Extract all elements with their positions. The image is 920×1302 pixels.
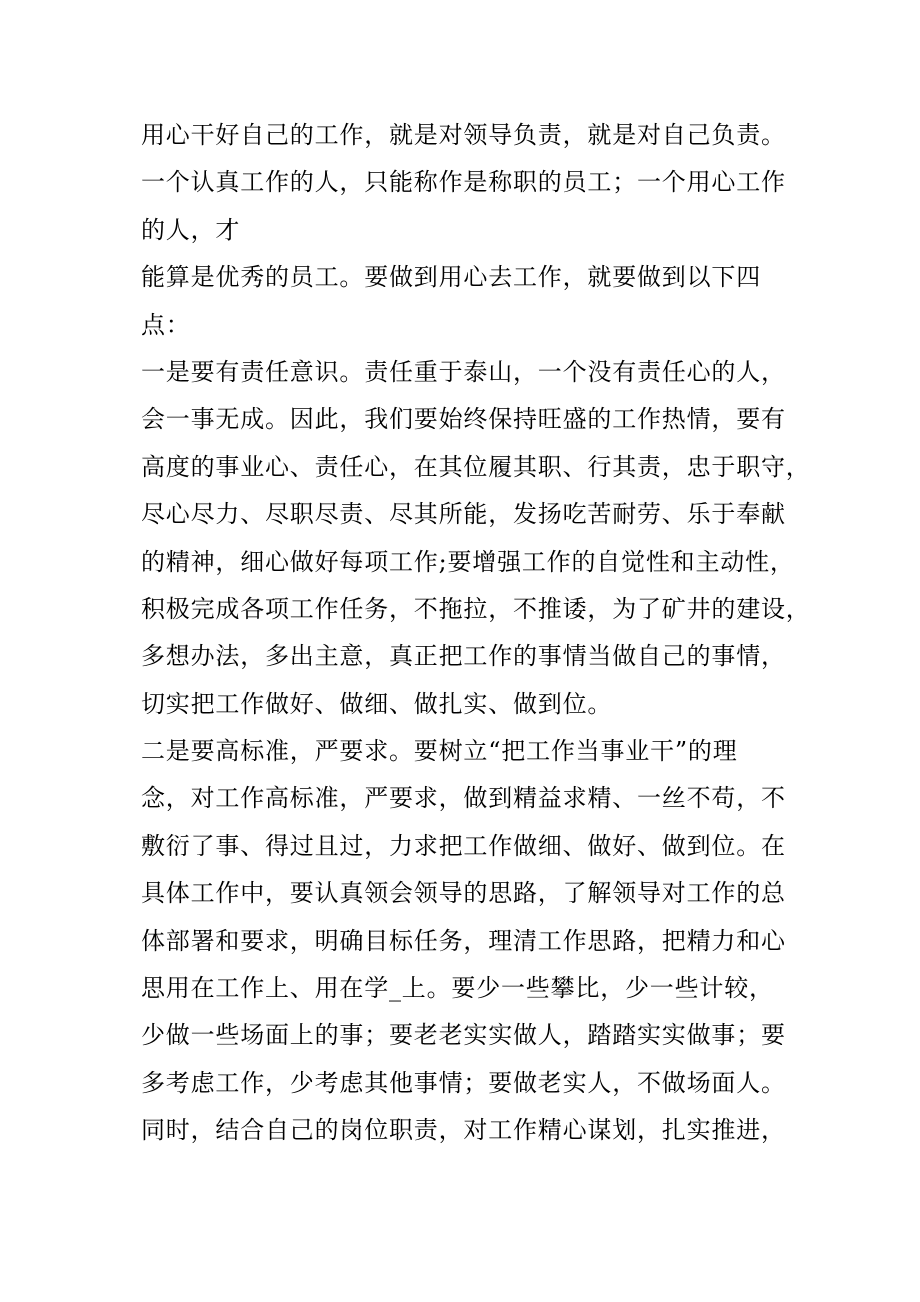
text-line: 点： — [141, 310, 191, 339]
text-line: 会一事无成。因此，我们要始终保持旺盛的工作热情，要有 — [141, 405, 786, 434]
text-line: 多想办法，多出主意，真正把工作的事情当做自己的事情， — [141, 642, 786, 671]
text-line: 能算是优秀的员工。要做到用心去工作，就要做到以下四 — [141, 263, 761, 292]
text-line: 同时，结合自己的岗位职责，对工作精心谋划，扎实推进， — [141, 1116, 786, 1145]
text-line: 用心干好自己的工作，就是对领导负责，就是对自己负责。 — [141, 121, 786, 149]
text-line: 少做一些场面上的事；要老老实实做人，踏踏实实做事；要 — [141, 1021, 786, 1050]
text-line: 体部署和要求，明确目标任务，理清工作思路，把精力和心 — [141, 926, 786, 955]
text-line: 的精神，细心做好每项工作;要增强工作的自觉性和主动性， — [141, 547, 795, 576]
text-line: 积极完成各项工作任务，不拖拉，不推诿，为了矿井的建设， — [141, 594, 811, 623]
text-line: 具体工作中，要认真领会领导的思路，了解领导对工作的总 — [141, 879, 786, 908]
text-line: 的人，才 — [141, 215, 241, 244]
text-line: 二是要高标准，严要求。要树立“把工作当事业干”的理 — [141, 737, 738, 766]
text-line: 一个认真工作的人，只能称作是称职的员工；一个用心工作 — [141, 168, 786, 197]
text-line: 敷衍了事、得过且过，力求把工作做细、做好、做到位。在 — [141, 831, 786, 860]
text-line: 思用在工作上、用在学_上。要少一些攀比，少一些计较， — [141, 974, 774, 1003]
body-text — [141, 112, 811, 1155]
text-line: 高度的事业心、责任心，在其位履其职、行其责，忠于职守， — [141, 452, 811, 481]
text-line: 多考虑工作，少考虑其他事情；要做老实人，不做场面人。 — [141, 1068, 786, 1097]
text-line: 念，对工作高标准，严要求，做到精益求精、一丝不苟，不 — [141, 784, 786, 813]
text-line: 一是要有责任意识。责任重于泰山，一个没有责任心的人， — [141, 357, 786, 386]
text-line: 尽心尽力、尽职尽责、尽其所能，发扬吃苦耐劳、乐于奉献 — [141, 500, 786, 529]
text-line: 切实把工作做好、做细、做扎实、做到位。 — [141, 689, 613, 718]
